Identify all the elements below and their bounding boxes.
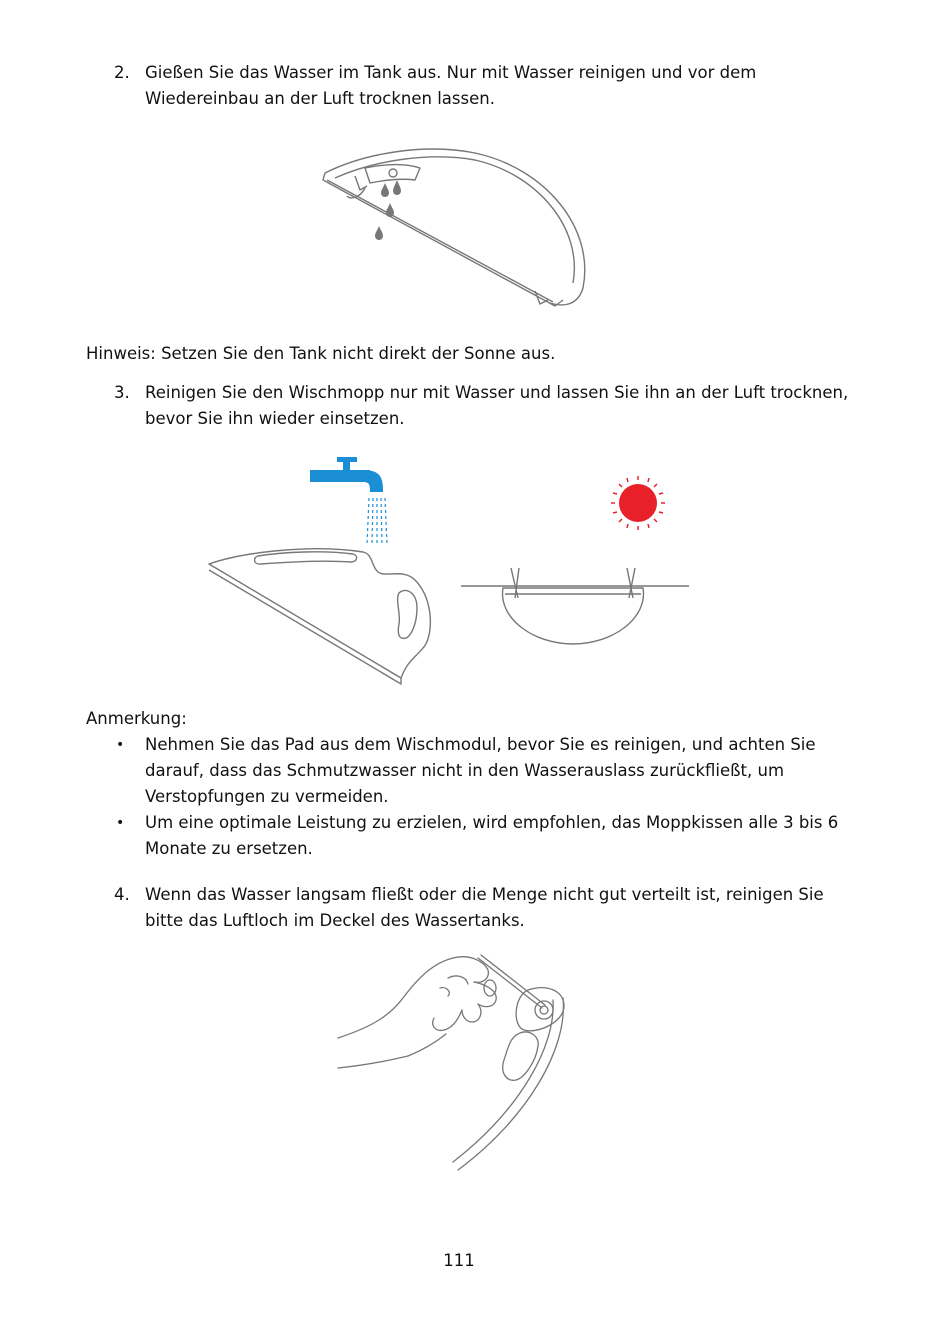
step-4-line-1: Wenn das Wasser langsam fließt oder die Menge nicht gut verteilt ist, reinigen Sie: [145, 885, 824, 904]
step-3-number: 3.: [114, 383, 130, 402]
page-number: 111: [443, 1251, 475, 1270]
step-4-number: 4.: [114, 885, 130, 904]
remark-bullet-2-line-1: Um eine optimale Leistung zu erzielen, wird empfohlen, das Moppkissen alle 3 bis 6: [145, 813, 839, 832]
air-hole-cleaning-illustration: [328, 938, 588, 1193]
bullet-marker: •: [116, 737, 125, 753]
sun-icon: [611, 476, 665, 530]
mop-washing-drying-illustration: [203, 448, 715, 688]
remark-heading: Anmerkung:: [86, 709, 187, 728]
bullet-marker: •: [116, 815, 125, 831]
remark-bullet-1-line-3: Verstopfungen zu vermeiden.: [145, 787, 389, 806]
step-2-number: 2.: [114, 63, 130, 82]
remark-bullet-2-line-2: Monate zu ersetzen.: [145, 839, 313, 858]
remark-bullet-1-line-2: darauf, dass das Schmutzwasser nicht in den Wasserauslass zurückfließt, um: [145, 761, 785, 780]
step-4-line-2: bitte das Luftloch im Deckel des Wassertanks.: [145, 911, 525, 930]
step-3-line-1: Reinigen Sie den Wischmopp nur mit Wasser und lassen Sie ihn an der Luft trocknen,: [145, 383, 849, 402]
step-2-line-1: Gießen Sie das Wasser im Tank aus. Nur mit Wasser reinigen und vor dem: [145, 63, 757, 82]
step-3-line-2: bevor Sie ihn wieder einsetzen.: [145, 409, 405, 428]
water-tank-draining-illustration: [305, 128, 610, 328]
hint-text: Hinweis: Setzen Sie den Tank nicht direkt der Sonne aus.: [86, 344, 556, 363]
step-2-line-2: Wiedereinbau an der Luft trocknen lassen.: [145, 89, 495, 108]
faucet-icon: [310, 457, 383, 492]
remark-bullet-1-line-1: Nehmen Sie das Pad aus dem Wischmodul, bevor Sie es reinigen, und achten Sie: [145, 735, 816, 754]
